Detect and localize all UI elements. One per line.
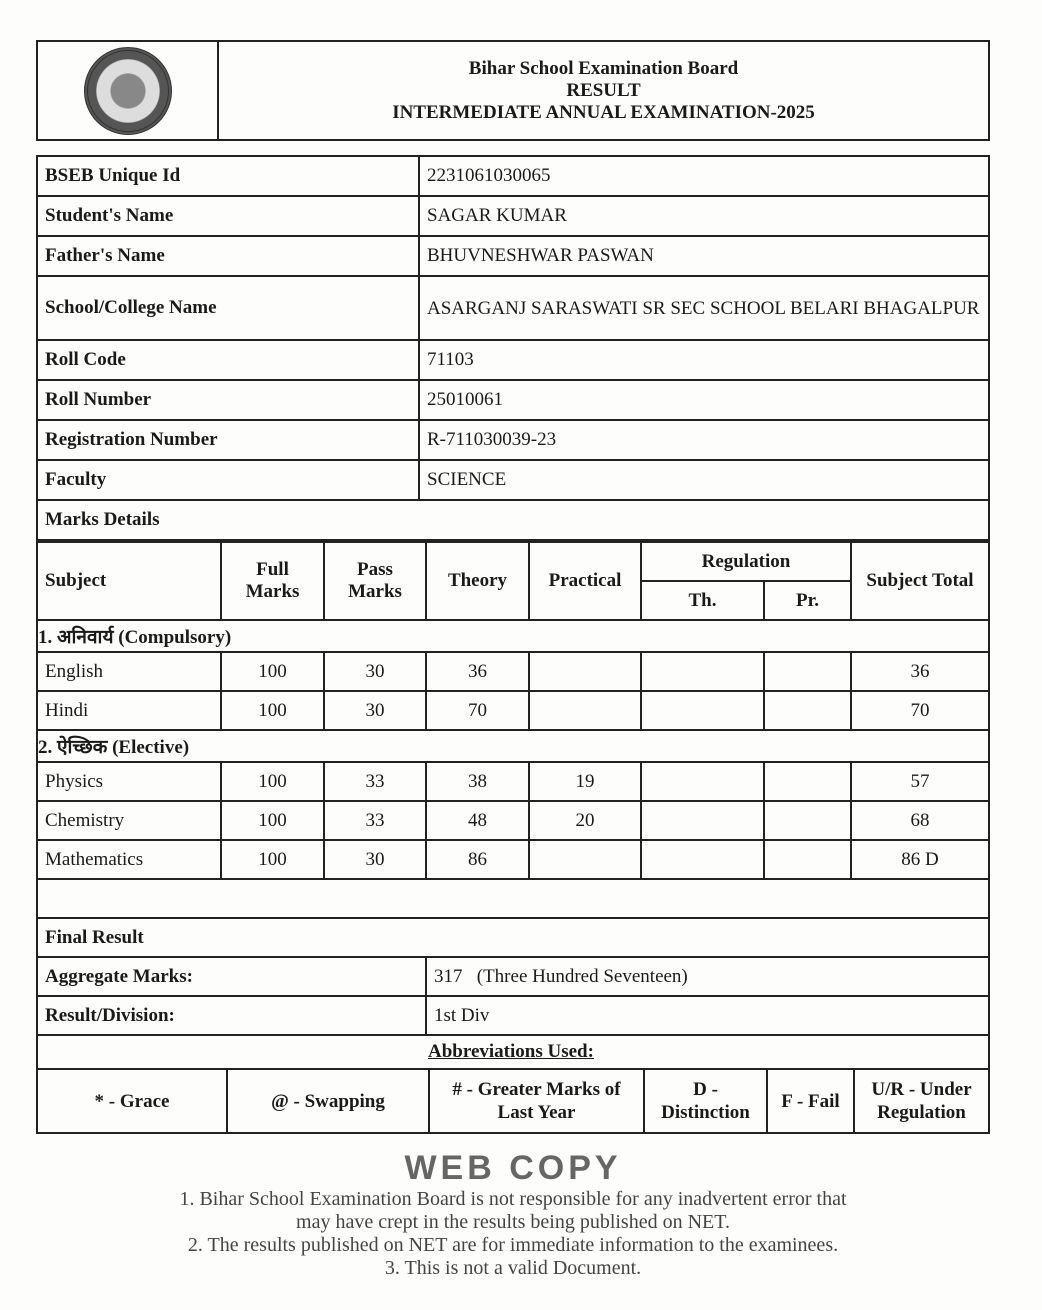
abbreviations-title: Abbreviations Used: [428, 1041, 594, 1062]
table-row [37, 691, 989, 730]
pass-marks: 30 [324, 840, 426, 879]
theory-marks: 70 [426, 691, 529, 730]
abbr-grace: * - Grace [37, 1069, 227, 1133]
reg-th [641, 652, 764, 691]
table-row [37, 801, 989, 840]
web-copy-stamp: WEB COPY [404, 1149, 622, 1187]
col-practical: Practical [529, 542, 641, 620]
board-name: Bihar School Examination Board [468, 57, 739, 79]
subject-total: 86 D [851, 840, 989, 879]
exam-name: INTERMEDIATE ANNUAL EXAMINATION-2025 [392, 101, 815, 123]
full-marks: 100 [221, 691, 324, 730]
aggregate-marks: 317 [434, 965, 463, 987]
reg-th [641, 691, 764, 730]
full-marks: 100 [221, 840, 324, 879]
header-table [36, 40, 990, 141]
practical-marks: 20 [529, 801, 641, 840]
reg-th [641, 840, 764, 879]
info-value: 2231061030065 [419, 156, 989, 196]
subject-name: English [37, 652, 221, 691]
subject-name: Hindi [37, 691, 221, 730]
abbr-distinction: D - Distinction [644, 1069, 767, 1133]
col-th: Th. [641, 581, 764, 620]
info-value: SCIENCE [419, 460, 989, 500]
practical-marks [529, 691, 641, 730]
info-label: BSEB Unique Id [37, 156, 419, 196]
subject-total: 57 [851, 762, 989, 801]
subject-total: 36 [851, 652, 989, 691]
watermark-line: 1. Bihar School Examination Board is not responsible for any inadvertent error that [179, 1188, 847, 1210]
info-label: Faculty [37, 460, 419, 500]
info-label: School/College Name [37, 276, 419, 340]
aggregate-label: Aggregate Marks: [37, 957, 426, 996]
full-marks: 100 [221, 762, 324, 801]
col-pr: Pr. [764, 581, 851, 620]
pass-marks: 33 [324, 801, 426, 840]
reg-pr [764, 762, 851, 801]
abbr-fail: F - Fail [767, 1069, 854, 1133]
marks-table [36, 541, 990, 1068]
info-row [37, 380, 989, 420]
marks-details-label: Marks Details [37, 500, 989, 540]
col-pass-marks: Pass Marks [324, 542, 426, 620]
info-value: SAGAR KUMAR [419, 196, 989, 236]
info-row [37, 236, 989, 276]
watermark-line: 2. The results published on NET are for immediate information to the examinees. [187, 1234, 839, 1256]
result-document [36, 40, 990, 1280]
info-row [37, 196, 989, 236]
aggregate-words: (Three Hundred Seventeen) [476, 965, 688, 987]
info-value: 71103 [419, 340, 989, 380]
info-row [37, 420, 989, 460]
abbr-swapping: @ - Swapping [227, 1069, 429, 1133]
practical-marks [529, 652, 641, 691]
bseb-seal-logo [84, 47, 172, 135]
theory-marks: 48 [426, 801, 529, 840]
col-regulation: Regulation [641, 542, 851, 581]
info-row [37, 156, 989, 196]
info-value: BHUVNESHWAR PASWAN [419, 236, 989, 276]
subject-name: Mathematics [37, 840, 221, 879]
abbr-under-regulation: U/R - Under Regulation [854, 1069, 989, 1133]
result-heading: RESULT [566, 79, 641, 101]
group-compulsory: 1. अनिवार्य (Compulsory) [37, 620, 989, 652]
theory-marks: 86 [426, 840, 529, 879]
reg-pr [764, 652, 851, 691]
reg-th [641, 801, 764, 840]
pass-marks: 30 [324, 652, 426, 691]
info-row [37, 276, 989, 340]
final-result-label: Final Result [37, 918, 989, 957]
pass-marks: 30 [324, 691, 426, 730]
practical-marks: 19 [529, 762, 641, 801]
info-label: Father's Name [37, 236, 419, 276]
table-row [37, 840, 989, 879]
reg-pr [764, 801, 851, 840]
info-label: Student's Name [37, 196, 419, 236]
group-elective: 2. ऐच्छिक (Elective) [37, 730, 989, 762]
header-title [218, 41, 989, 140]
table-row [37, 762, 989, 801]
student-info-table [36, 155, 990, 541]
col-theory: Theory [426, 542, 529, 620]
division-label: Result/Division: [37, 996, 426, 1035]
info-value: ASARGANJ SARASWATI SR SEC SCHOOL BELARI BHAGALPUR [419, 276, 989, 340]
theory-marks: 38 [426, 762, 529, 801]
info-row [37, 340, 989, 380]
reg-th [641, 762, 764, 801]
watermark-line: 3. This is not a valid Document. [384, 1257, 642, 1279]
watermark-block [36, 1148, 990, 1280]
reg-pr [764, 840, 851, 879]
info-row [37, 460, 989, 500]
watermark-line: may have crept in the results being published on NET. [296, 1211, 730, 1233]
aggregate-value [426, 957, 989, 996]
abbreviations-table [36, 1068, 990, 1134]
subject-total: 70 [851, 691, 989, 730]
info-value: 25010061 [419, 380, 989, 420]
theory-marks: 36 [426, 652, 529, 691]
practical-marks [529, 840, 641, 879]
reg-pr [764, 691, 851, 730]
blank-row [37, 879, 989, 918]
info-label: Registration Number [37, 420, 419, 460]
pass-marks: 33 [324, 762, 426, 801]
abbr-greater-marks: # - Greater Marks of Last Year [429, 1069, 644, 1133]
division-value: 1st Div [426, 996, 989, 1035]
info-label: Roll Code [37, 340, 419, 380]
subject-name: Chemistry [37, 801, 221, 840]
full-marks: 100 [221, 652, 324, 691]
full-marks: 100 [221, 801, 324, 840]
col-subject: Subject [37, 542, 221, 620]
col-subject-total: Subject Total [851, 542, 989, 620]
subject-name: Physics [37, 762, 221, 801]
info-value: R-711030039-23 [419, 420, 989, 460]
col-full-marks: Full Marks [221, 542, 324, 620]
logo-cell [37, 41, 218, 140]
info-label: Roll Number [37, 380, 419, 420]
table-row [37, 652, 989, 691]
subject-total: 68 [851, 801, 989, 840]
